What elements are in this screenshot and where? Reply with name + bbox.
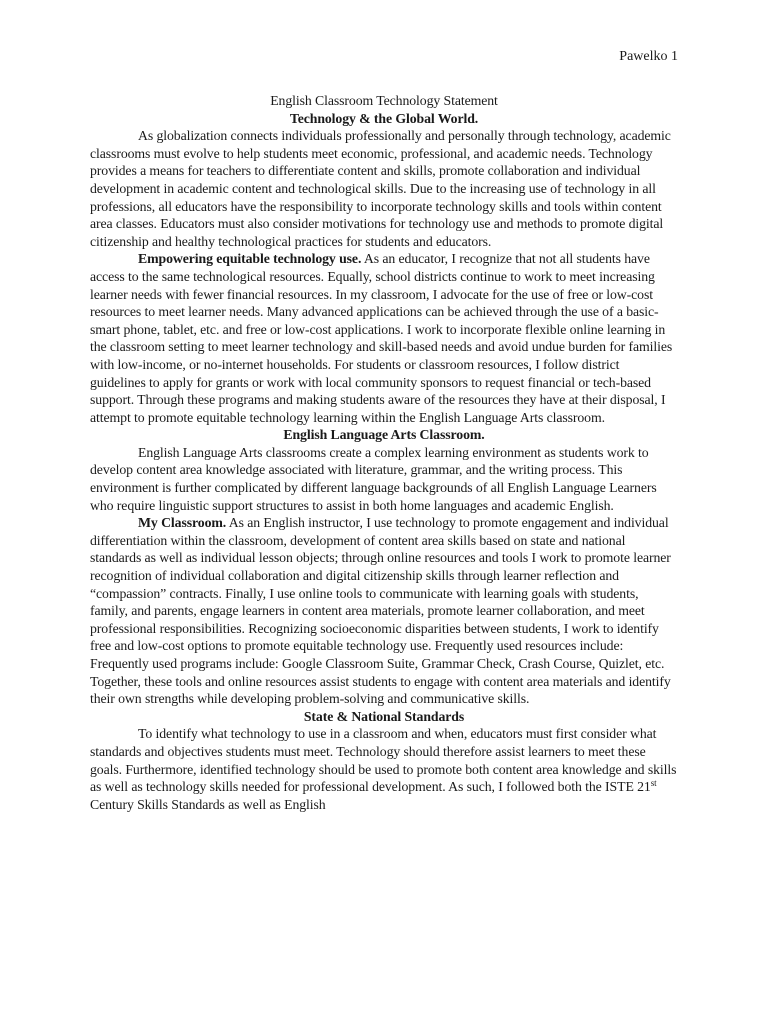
section-heading-ela-classroom: English Language Arts Classroom. [283, 427, 485, 443]
paragraph-equitable-text: As an educator, I recognize that not all students have access to the same technological resources. Equally, school districts continue to work to meet increasing learner needs with fewer financial resources. In my classroom, I advocate for the use of free or low-cost resources to meet learner needs. Many advanced applications can be achieved through the use of a basic-smart phone, tablet, etc. and free or low-cost applications. I work to incorporate flexible online learning in the classroom setting to meet learner technology and skill-based needs and avoid undue burden for families with low-income, or no-internet households. For students or classroom resources, I follow district guidelines to apply for grants or work with local community sponsors to request financial or tech-based support. Through these programs and making students aware of the resources they have at their disposal, I attempt to promote equitable technology learning within the English Language Arts classroom. [90, 251, 673, 425]
paragraph-my-classroom [90, 514, 678, 708]
section-heading-technology-global: Technology & the Global World. [289, 110, 479, 126]
ordinal-superscript: st [650, 778, 657, 789]
document-title: English Classroom Technology Statement [270, 93, 498, 108]
paragraph-standards-text-b: Century Skills Standards as well as English [90, 796, 326, 812]
run-in-heading-equitable: Empowering equitable technology use. [138, 251, 362, 267]
running-head: Pawelko 1 [619, 49, 678, 64]
paragraph-my-classroom-text: As an English instructor, I use technology to promote engagement and individual differentiation within the classroom, development of content area skills based on state and national standards as well as individual lesson objects; through online resources and tools I work to promote learner recognition of individual collaboration and digital citizenship skills through learner reflection and “compassion” contracts. Finally, I use online tools to communicate with learning goals with students, family, and parents, engage learners in content area materials, promote learner collaboration, and meet professional responsibilities. Recognizing socioeconomic disparities between students, I work to identify free and low-cost options to promote equitable technology use. Frequently used resources include: Frequently used programs include: Google Classroom Suite, Grammar Check, Crash Course, Quizlet, etc. Together, these tools and online resources assist students to engage with content area materials and identify their own strengths while developing problem-solving and communicative skills. [90, 515, 671, 707]
paragraph-globalization: As globalization connects individuals professionally and personally through technology, academic classrooms must evolve to help students meet economic, professional, and academic needs. Technology provides a means for teachers to differentiate content and skills, promote collaboration and individual development in academic content and technological skills. Due to the increasing use of technology in all professions, all educators have the responsibility to incorporate technology skills and tools within content area classes. Educators must also consider motivations for technology use and methods to promote digital citizenship and healthy technological practices for students and educators. [90, 128, 671, 249]
paragraph-ela-environment: English Language Arts classrooms create a complex learning environment as students work to develop content area knowledge associated with literature, grammar, and the writing process. This environment is further complicated by different language backgrounds of all English Language Learners who require linguistic support structures to assist in both home languages and academic English. [90, 444, 657, 513]
paragraph-standards [90, 725, 678, 813]
paragraph-standards-text-a: To identify what technology to use in a classroom and when, educators must first consider what standards and objectives students must meet. Technology should therefore assist learners to meet these goals. Furthermore, identified technology should be used to promote both content area knowledge and skills as well as technology skills needed for professional development. As such, I followed both the ISTE 21 [90, 726, 677, 795]
section-heading-standards: State & National Standards [303, 708, 465, 724]
paragraph-equitable-technology [90, 250, 678, 426]
run-in-heading-my-classroom: My Classroom. [138, 515, 227, 531]
document-body [90, 92, 678, 813]
